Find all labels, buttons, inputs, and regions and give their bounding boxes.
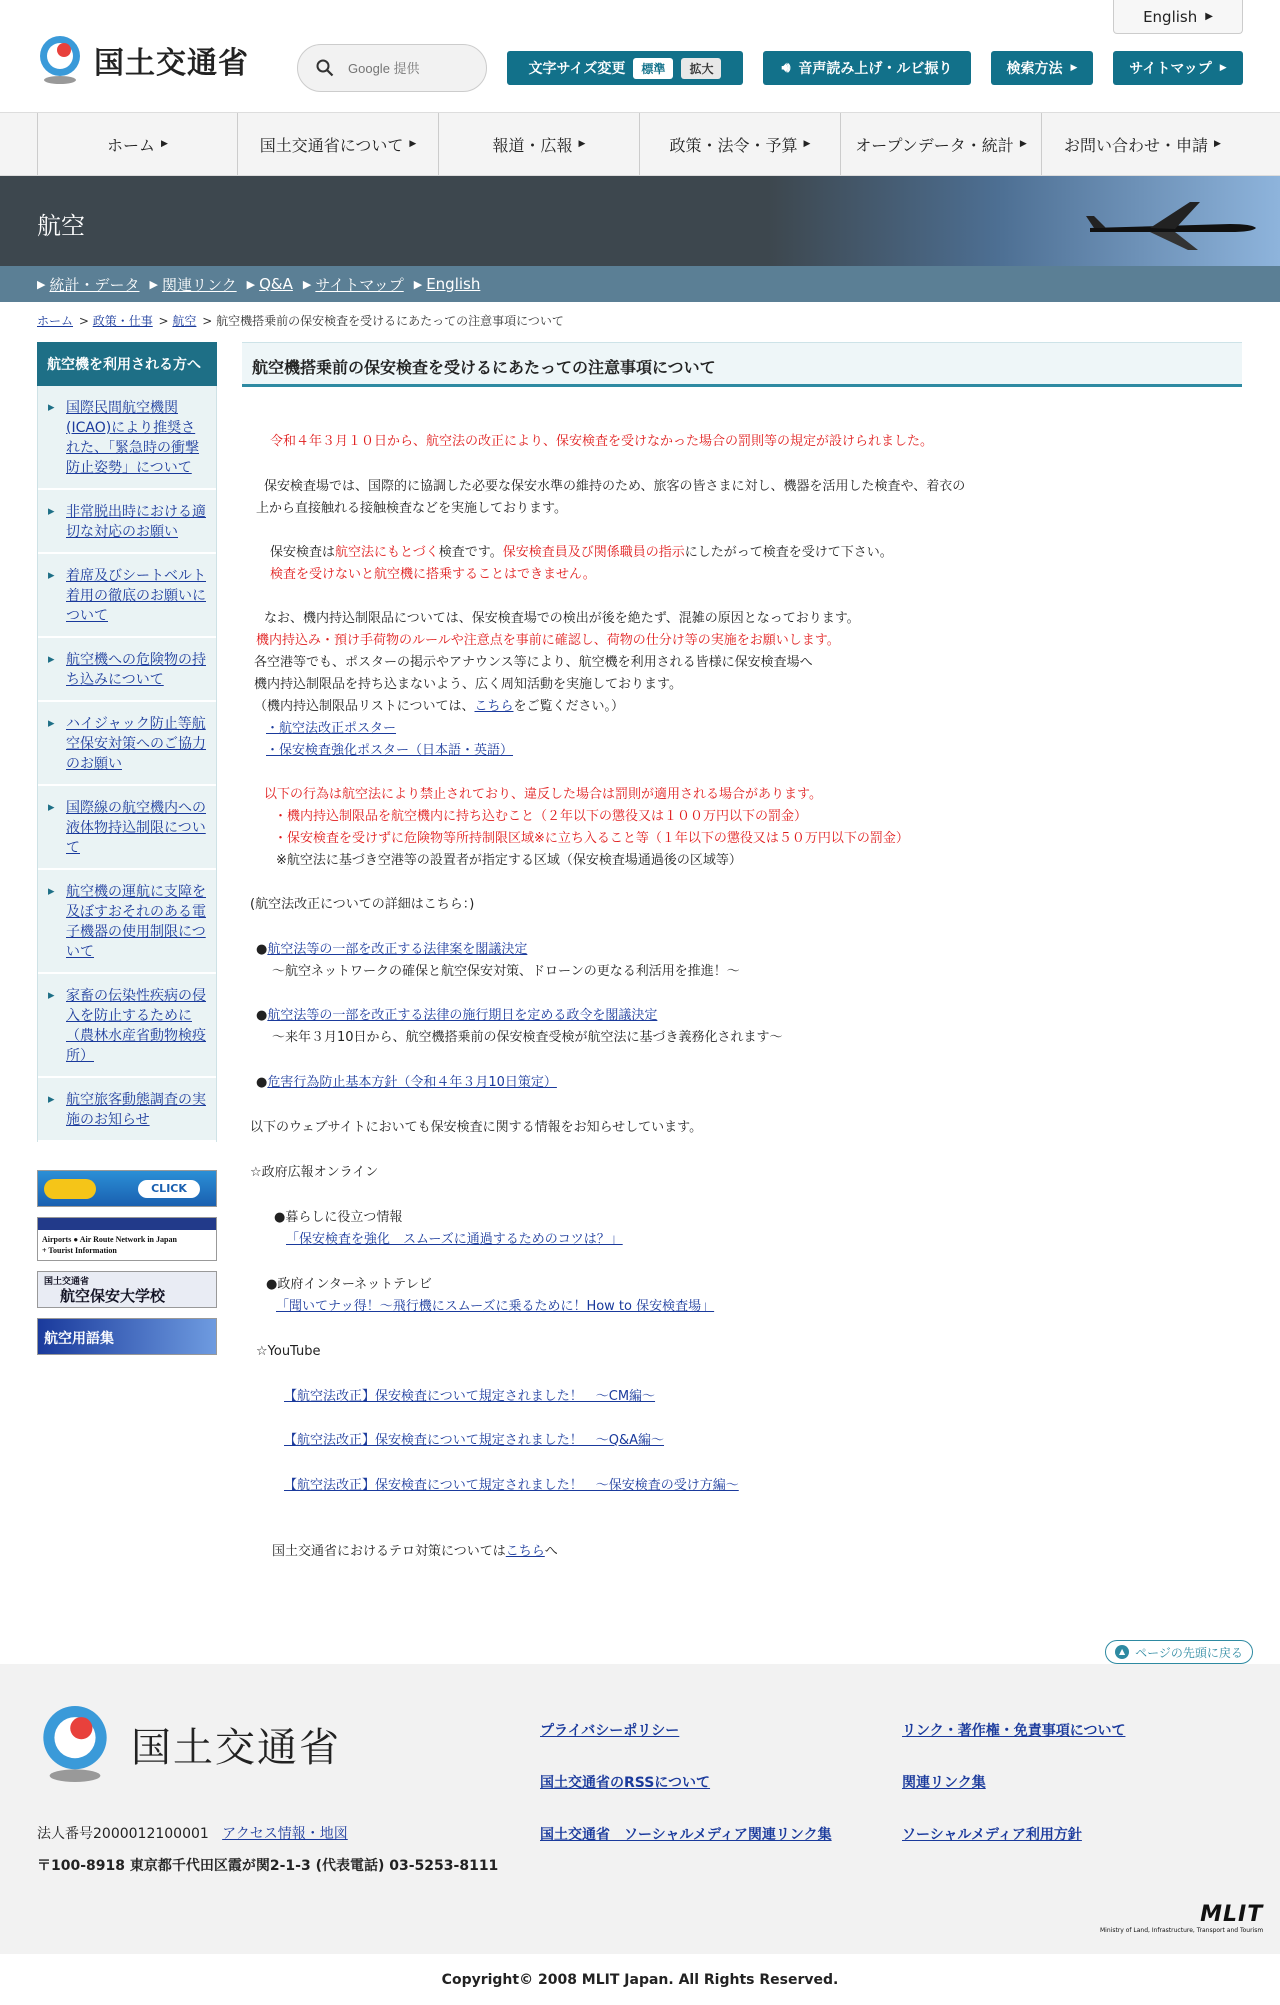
chevron-right-icon: ▶ [37,277,46,291]
chevron-right-icon: ▶ [161,139,168,149]
youtube-qa-link[interactable]: 【航空法改正】保安検査について規定されました！ ～Q&A編～ [284,1433,665,1448]
language-button[interactable] [1113,0,1243,34]
sidebar-link-survey[interactable]: 航空旅客動態調査の実施のお知らせ [66,1092,206,1128]
law-detail-heading: (航空法改正についての詳細はこちら：) [250,897,475,912]
restricted-items-line-2: 各空港等でも、ポスターの掲示やアナウンス等により、航空機を利用される皆様に保安検査場へ [254,655,813,670]
social-media-policy-link[interactable]: ソーシャルメディア利用方針 [902,1827,1082,1843]
mlit-logo-icon [36,34,84,86]
chevron-right-icon: ▶ [1214,139,1221,149]
page-title: 航空機搭乗前の保安検査を受けるにあたっての注意事項について [242,342,1242,387]
sitemap-button[interactable] [1113,51,1243,85]
aviation-glossary-banner[interactable]: 航空用語集 [37,1318,217,1355]
sidebar-item [38,386,216,490]
search-method-button[interactable] [991,51,1093,85]
youtube-cm-link[interactable]: 【航空法改正】保安検査について規定されました！ ～CM編～ [284,1389,656,1404]
section-banner [0,176,1280,266]
inspection-paragraph: 保安検査は航空法にもとづく検査です。保安検査員及び関係職員の指示にしたがって検査を受けて下さい。 [270,545,893,560]
arrow-up-icon: ▲ [1115,1645,1129,1659]
sub-nav [0,266,1280,302]
sidebar-item [38,870,216,974]
language-label: English [1143,7,1198,26]
chevron-right-icon: ▶ [246,277,256,291]
chevron-right-icon: ▶ [1219,63,1227,73]
security-poster-link[interactable]: ・保安検査強化ポスター（日本語・英語） [266,743,514,758]
speech-label: 音声読み上げ・ルビ振り [798,61,953,77]
chevron-right-icon: ▶ [803,139,811,149]
font-size-control [507,51,743,85]
sidebar-link-hijack[interactable]: ハイジャック防止等航空保安対策へのご協力のお願い [66,716,206,772]
prohibition-item-2: ・保安検査を受けずに危険物等所持制限区域※に立ち入ること等（１年以下の懲役又は５０万円以下の罰金） [274,831,909,846]
law-item-2-sub: ～来年３月10日から、航空機搭乗前の保安検査受検が航空法に基づき義務化されます～ [272,1030,783,1045]
chevron-right-icon: ▶ [1205,11,1213,22]
terror-countermeasures: 国土交通省におけるテロ対策についてはこちらへ [272,1544,558,1559]
access-map-link[interactable]: アクセス情報・地図 [222,1826,348,1842]
law-bill-link[interactable]: 航空法等の一部を改正する法律案を閣議決定 [267,942,528,957]
restricted-items-list-link[interactable]: こちら [474,699,514,714]
sidebar-item [38,638,216,702]
mlit-logo-text: MLIT [1200,1902,1264,1927]
chevron-right-icon: ▶ [578,139,586,149]
footer-contact-info [37,1818,498,1882]
sidebar-link-seatbelt[interactable]: 着席及びシートベルト着用の徹底のお願いについて [66,568,206,624]
sidebar-heading: 航空機を利用される方へ [37,342,217,386]
privacy-policy-link[interactable]: プライバシーポリシー [540,1723,680,1739]
site-footer [0,1664,1280,1954]
social-media-links-link[interactable]: 国土交通省 ソーシャルメディア関連リンク集 [540,1827,832,1843]
security-tips-link[interactable]: 「保安検査を強化 スムーズに通過するためのコツは？」 [286,1232,623,1247]
sidebar-item [38,490,216,554]
law-item-1-sub: ～航空ネットワークの確保と航空保安対策、ドローンの更なる利活用を推進！～ [272,964,740,979]
sidebar-link-escape[interactable]: 非常脱出時における適切な対応のお願い [66,504,206,540]
youtube-howto-link[interactable]: 【航空法改正】保安検査について規定されました！ ～保安検査の受け方編～ [284,1478,739,1493]
bullet-icon: ● [256,1075,268,1090]
sidebar-link-icao[interactable]: 国際民間航空機関(ICAO)により推奨された、「緊急時の衝撃防止姿勢」について [66,400,199,476]
sidebar-link-dangerous-goods[interactable]: 航空機への危険物の持ち込みについて [66,652,206,688]
law-item-3 [256,1072,557,1094]
main-content [242,342,1242,1559]
sidebar [37,342,217,1355]
intro-line-2: 上から直接触れる接触検査などを実施しております。 [256,501,567,516]
corporate-number: 法人番号2000012100001 [37,1826,209,1842]
nav-item-policy[interactable]: 政策・法令・予算 ▶ [640,113,841,175]
footer-address: 〒100-8918 東京都千代田区霞が関2-1-3 (代表電話) 03-5253-8111 [37,1858,499,1874]
search-box[interactable] [297,44,487,92]
subnav-sitemap[interactable]: サイトマップ [315,275,404,294]
boarding-warning: 検査を受けないと航空機に搭乗することはできません。 [270,567,596,582]
sidebar-item [38,702,216,786]
life-info-heading: ●暮らしに役立つ情報 [274,1210,403,1225]
copyright: Copyright© 2008 MLIT Japan. All Rights Reserved. [441,1971,839,1988]
restricted-area-note: ※航空法に基づき空港等の設置者が指定する区域（保安検査場通過後の区域等） [276,853,742,868]
restricted-items-list-note: （機内持込制限品リストについては、こちらをご覧ください。） [254,699,625,714]
sidebar-link-livestock[interactable]: 家畜の伝染性疾病の侵入を防止するために（農林水産省動物検疫所） [66,988,206,1064]
sidebar-link-liquids[interactable]: 国際線の航空機内への液体物持込制限について [66,800,206,856]
footer-logo-text: 国土交通省 [131,1724,341,1771]
breadcrumb-policy[interactable]: 政策・仕事 [92,314,153,328]
back-to-top-button[interactable]: ▲ ページの先頭に戻る [1105,1640,1253,1664]
mlit-wordmark [1100,1902,1263,1934]
subnav-links[interactable]: 関連リンク [161,275,237,294]
sidebar-link-electronics[interactable]: 航空機の運航に支障を及ぼすおそれのある電子機器の使用制限について [66,884,206,960]
intro-line-1: 保安検査場では、国際的に協調した必要な保安水準の維持のため、旅客の皆さまに対し、機器を活用した検査や、着衣の [264,479,966,494]
nav-item-press[interactable]: 報道・広報 ▶ [439,113,640,175]
subnav-english[interactable]: English [426,275,481,293]
sidebar-item [38,554,216,638]
aviation-security-college-banner[interactable]: 国土交通省 航空保安大学校 [37,1271,217,1308]
related-links-link[interactable]: 関連リンク集 [902,1775,986,1791]
restricted-items-request: 機内持込み・預け手荷物のルールや注意点を事前に確認し、荷物の仕分け等の実施をお願いします。 [256,633,840,648]
site-logo[interactable] [36,34,249,86]
websites-intro: 以下のウェブサイトにおいても保安検査に関する情報をお知らせしています。 [250,1120,703,1135]
visit-japan-banner[interactable]: Airports ● Air Route Network in Japan + Tourist Information [37,1217,217,1261]
law-item-2 [256,1005,657,1027]
speaker-icon: 🔊︎ [781,60,791,76]
breadcrumb-home[interactable]: ホーム [37,314,74,328]
sidebar-item [38,786,216,870]
sidebar-item [38,1078,216,1142]
copyright-disclaimer-link[interactable]: リンク・著作権・免責事項について [902,1723,1126,1739]
prohibition-notice: 以下の行為は航空法により禁止されており、違反した場合は罰則が適用される場合があります。 [264,787,822,802]
bullet-icon: ● [256,942,268,957]
gov-pr-heading: ☆政府広報オンライン [250,1165,379,1180]
chevron-right-icon: ▶ [1019,139,1027,149]
footer-logo[interactable] [37,1702,341,1786]
bullet-icon: ● [256,1008,268,1023]
logo-text: 国土交通省 [94,46,249,81]
sitemap-label: サイトマップ [1129,61,1212,77]
law-enforcement-link[interactable]: 航空法等の一部を改正する法律の施行期日を定める政令を閣議決定 [267,1008,658,1023]
internet-tv-link[interactable]: 「聞いてナッ得！～飛行機にスムーズに乗るために！How to 保安検査場」 [276,1299,715,1314]
mlit-subtitle: Ministry of Land, Infrastructure, Transport and Tourism [1100,1927,1264,1934]
section-title: 航空 [37,212,85,240]
mlit-logo-icon [37,1702,113,1786]
sora-no-hi-banner[interactable]: CLICK [37,1170,217,1207]
speech-button[interactable] [763,51,971,85]
nav-item-home[interactable]: ホーム ▶ [37,113,238,175]
breadcrumb-aviation[interactable]: 航空 [172,314,197,328]
subnav-qa[interactable]: Q&A [259,275,293,293]
law-revision-poster-link[interactable]: ・航空法改正ポスター [266,721,397,736]
breadcrumb: ホーム > 政策・仕事 > 航空 > 航空機搭乗前の保安検査を受けるにあたっての注意事項について [37,314,564,328]
site-header [0,0,1280,112]
restricted-items-line-3: 機内持込制限品を持ち込まないよう、広く周知活動を実施しております。 [254,677,682,692]
law-item-1 [256,939,527,961]
prevention-policy-link[interactable]: 危害行為防止基本方針（令和４年３月10日策定） [267,1075,557,1090]
search-icon[interactable] [316,59,334,77]
subnav-stats[interactable]: 統計・データ [49,275,140,294]
breadcrumb-current: 航空機搭乗前の保安検査を受けるにあたっての注意事項について [216,314,564,328]
sidebar-item [38,974,216,1078]
prohibition-item-1: ・機内持込制限品を航空機内に持ち込むこと（２年以下の懲役又は１００万円以下の罰金） [274,809,808,824]
chevron-right-icon: ▶ [149,277,158,291]
font-size-label: 文字サイズ変更 [528,61,626,77]
terror-countermeasures-link[interactable]: こちら [505,1544,545,1559]
internet-tv-heading: ●政府インターネットテレビ [266,1277,432,1292]
search-method-label: 検索方法 [1006,61,1063,77]
nav-item-contact[interactable]: お問い合わせ・申請 ▶ [1064,135,1221,155]
font-large-button[interactable]: 拡大 [681,58,721,79]
revision-notice: 令和４年３月１０日から、航空法の改正により、保安検査を受けなかった場合の罰則等の規定が設けられました。 [270,434,934,449]
search-input[interactable] [348,61,458,76]
chevron-right-icon: ▶ [413,277,423,291]
chevron-right-icon: ▶ [302,277,312,291]
global-nav [0,112,1280,176]
nav-item-opendata[interactable]: オープンデータ・統計 ▶ [841,113,1042,175]
restricted-items-line-1: なお、機内持込制限品については、保安検査場での検出が後を絶たず、混雑の原因となっております。 [264,611,860,626]
sidebar-list [37,386,217,1142]
rss-link[interactable]: 国土交通省のRSSについて [540,1775,711,1791]
chevron-right-icon: ▶ [1070,63,1078,73]
nav-item-about[interactable]: 国土交通省について ▶ [238,113,439,175]
airplane-image [1080,192,1260,252]
youtube-heading: ☆YouTube [256,1344,321,1359]
chevron-right-icon: ▶ [409,139,417,149]
font-standard-button[interactable]: 標準 [633,58,673,79]
